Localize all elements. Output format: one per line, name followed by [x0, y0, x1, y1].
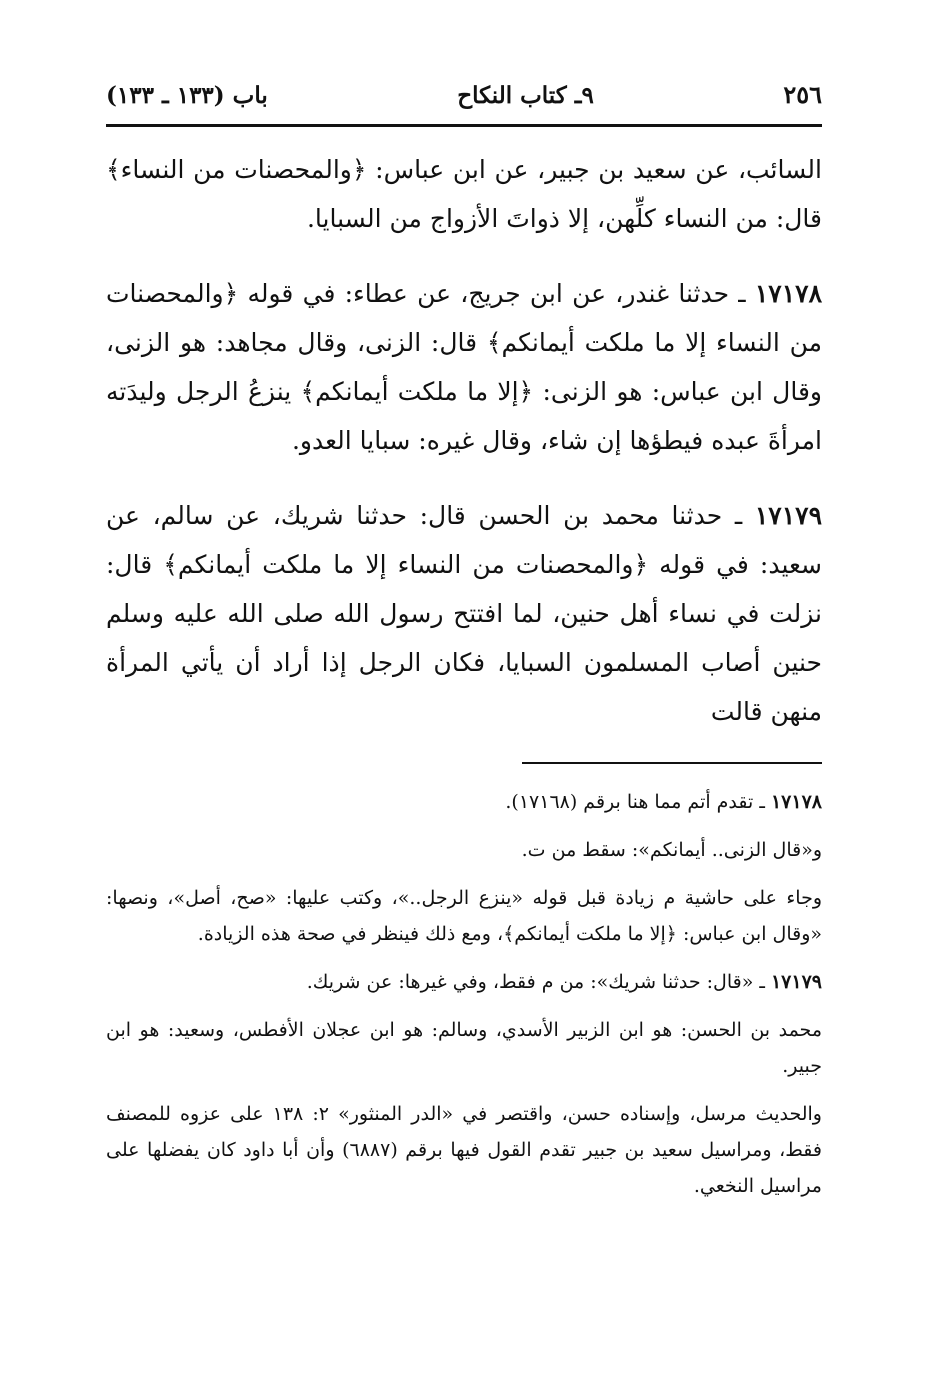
footnote: و«قال الزنى.. أيمانكم»: سقط من ت. [521, 839, 822, 861]
footnote: وجاء على حاشية م زيادة قبل قوله «ينزع الرجل..»، وكتب عليها: «صح، أصل»، ونصها: «وقال ابن عباس: ﴿إلا ما ملكت أيمانكم﴾، ومع ذلك فينظر في صحة هذه الزيادة. [106, 887, 822, 945]
hadith-number: ١٧١٧٨ [754, 279, 822, 308]
book-title: ٩ـ كتاب النكاح [457, 82, 594, 109]
hadith-paragraph [106, 491, 822, 736]
footnote [106, 784, 822, 820]
hadith-paragraph [106, 269, 822, 465]
footnote: والحديث مرسل، وإسناده حسن، واقتصر في «الدر المنثور» ٢: ١٣٨ على عزوه للمصنف فقط، ومراسيل سعيد بن جبير تقدم القول فيها برقم (٦٨٨٧) وأن أبا داود كان يفضلها على مراسيل النخعي. [106, 1103, 822, 1197]
hadith-text: ـ حدثنا محمد بن الحسن قال: حدثنا شريك، عن سالم، عن سعيد: في قوله ﴿والمحصنات من النساء إلا ما ملكت أيمانكم﴾ قال: نزلت في نساء أهل حنين، لما افتتح رسول الله صلى الله عليه وسلم حنين أصاب المسلمون السبايا، فكان الرجل إذا أراد أن يأتي المرأة منهن قالت [106, 501, 822, 726]
footnote-text: ـ تقدم أتم مما هنا برقم (١٧١٦٨). [505, 791, 771, 813]
main-text [106, 145, 822, 736]
running-header [106, 80, 822, 122]
footnotes [106, 784, 822, 1204]
page-number: ٢٥٦ [783, 80, 822, 109]
footnote-number: ١٧١٧٩ [770, 971, 822, 993]
continuation-paragraph: السائب، عن سعيد بن جبير، عن ابن عباس: ﴿والمحصنات من النساء﴾ قال: من النساء كلِّهن، إلا ذواتَ الأزواج من السبايا. [106, 155, 822, 233]
footnote-text: ـ «قال: حدثنا شريك»: من م فقط، وفي غيرها: عن شريك. [306, 971, 771, 993]
footnote-separator [522, 762, 822, 764]
footnote: محمد بن الحسن: هو ابن الزبير الأسدي، وسالم: هو ابن عجلان الأفطس، وسعيد: هو ابن جبير. [106, 1019, 822, 1077]
footnote [106, 964, 822, 1000]
header-rule [106, 124, 822, 127]
hadith-number: ١٧١٧٩ [754, 501, 822, 530]
footnote-number: ١٧١٧٨ [770, 791, 822, 813]
book-page [106, 80, 822, 1216]
chapter-range: باب (١٣٣ ـ ١٣٣) [106, 82, 268, 109]
hadith-text: ـ حدثنا غندر، عن ابن جريج، عن عطاء: في قوله ﴿والمحصنات من النساء إلا ما ملكت أيمانكم﴾ قال: الزنى، وقال مجاهد: هو الزنى، وقال ابن عباس: هو الزنى: ﴿إلا ما ملكت أيمانكم﴾ ينزعُ الرجل وليدَته امرأةَ عبده فيطؤها إن شاء، وقال غيره: سبايا العدو. [106, 279, 822, 455]
